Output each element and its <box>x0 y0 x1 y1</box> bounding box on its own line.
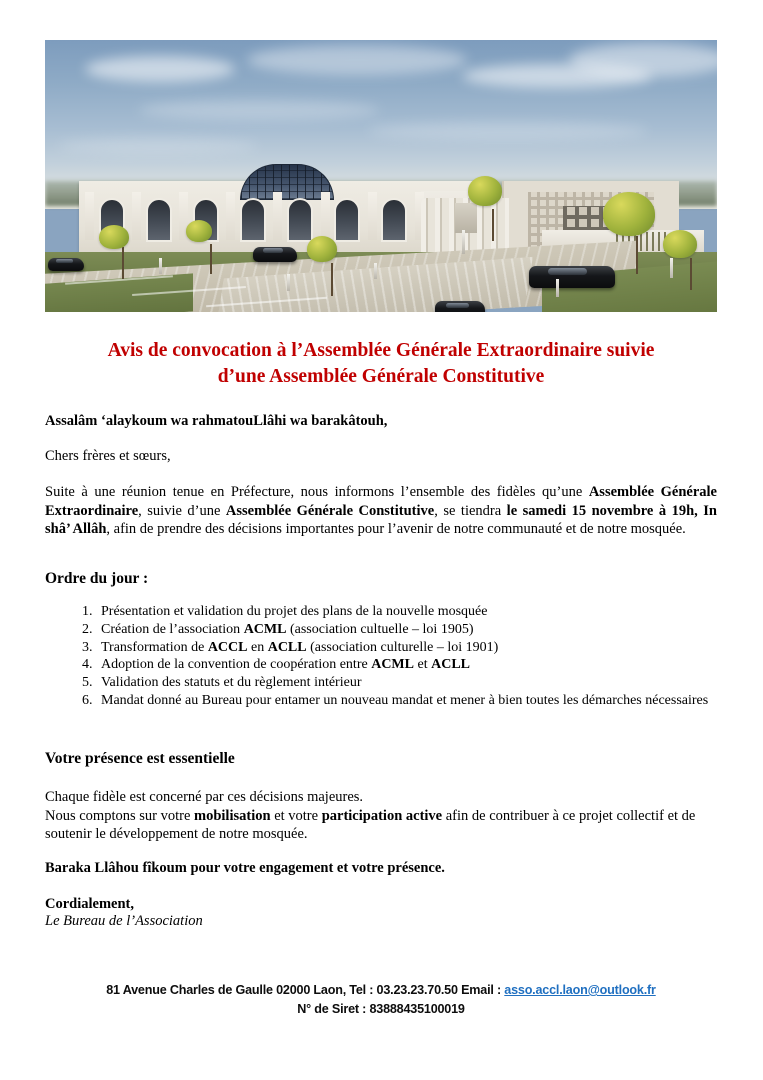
presence-bold-mobilisation: mobilisation <box>194 807 271 824</box>
presence-line-1: Chaque fidèle est concerné par ces décisions majeures. <box>45 789 364 805</box>
intro-text-3: , se tiendra <box>434 502 507 519</box>
tree-trunk <box>331 263 333 296</box>
intro-bold-agc: Assemblée Générale Constitutive <box>225 502 435 519</box>
agenda-item-text-tail: (association culturelle – loi 1901) <box>306 639 499 655</box>
arched-window <box>381 198 407 242</box>
agenda-heading: Ordre du jour : <box>45 570 149 587</box>
arched-window <box>240 198 266 242</box>
presence-line-2-text-2: et votre <box>270 807 322 824</box>
facade-pier <box>132 192 141 240</box>
intro-text-4: , afin de prendre des décisions importantes pour l’avenir de notre communauté et de notre mosquée. <box>106 521 686 537</box>
footer-email-link[interactable]: asso.accl.laon@outlook.fr <box>504 983 656 997</box>
agenda-item <box>96 656 763 674</box>
agenda-item-mid: en <box>247 639 268 655</box>
closing-baraka: Baraka Llâhou fîkoum pour votre engagement et votre présence. <box>45 860 445 876</box>
entrance-portal <box>455 203 477 233</box>
mosque-render-image <box>45 40 717 312</box>
intro-bold-date: le samedi 15 novembre à 19h, In shâ’ Allâh <box>45 502 717 537</box>
agenda-item <box>96 603 763 621</box>
presence-paragraph <box>45 788 717 844</box>
parked-car <box>529 266 615 288</box>
cloud <box>58 138 258 154</box>
tree <box>99 225 129 249</box>
tree <box>186 220 212 242</box>
parked-car <box>253 247 297 262</box>
agenda-item-mid: et <box>413 657 432 673</box>
presence-bold-participation: participation active <box>321 807 443 824</box>
presence-line-2-text-3: afin de contribuer à ce projet collectif et de soutenir le développement de notre mosquée. <box>45 807 696 842</box>
agenda-item <box>96 621 763 639</box>
footer-address-tel: 81 Avenue Charles de Gaulle 02000 Laon, Tel : 03.23.23.70.50 Email : <box>106 983 505 997</box>
presence-line-2-text-1: Nous comptons sur votre <box>45 807 195 824</box>
agenda-item <box>96 639 763 657</box>
agenda-list <box>45 603 763 710</box>
bollard-light <box>462 230 465 254</box>
bollard-light <box>159 258 162 274</box>
agenda-item <box>96 692 763 710</box>
facade-pier <box>273 192 282 240</box>
intro-bold-age: Assemblée Générale Extraordinaire <box>45 484 717 519</box>
facade-pier <box>226 192 235 240</box>
greeting-chers: Chers frères et sœurs, <box>45 448 171 464</box>
agenda-item-text: Adoption de la convention de coopération entre <box>101 657 372 673</box>
closing-signature: Le Bureau de l’Association <box>45 913 203 929</box>
agenda-item-acronym: ACML <box>371 657 414 673</box>
page-title-line1: Avis de convocation à l’Assemblée Générale Extraordinaire suivie <box>107 340 655 361</box>
tree-trunk <box>690 258 692 291</box>
facade-pier <box>321 192 330 240</box>
intro-text-1: Suite à une réunion tenue en Préfecture, nous informons l’ensemble des fidèles qu’une <box>45 484 589 500</box>
bollard-light <box>670 258 673 278</box>
agenda-item-text-tail: (association cultuelle – loi 1905) <box>286 621 474 637</box>
agenda-item-acronym: ACML <box>243 621 287 637</box>
agenda-item-text: Validation des statuts et du règlement intérieur <box>101 675 362 691</box>
agenda-item-text: Mandat donné au Bureau pour entamer un nouveau mandat et mener à bien toutes les démarches nécessaires <box>101 692 709 708</box>
tree <box>307 236 337 262</box>
tree-trunk <box>210 244 212 274</box>
footer-siret: N° de Siret : 83888435100019 <box>297 1002 465 1016</box>
agenda-item-text: Présentation et validation du projet des plans de la nouvelle mosquée <box>101 604 488 619</box>
arched-window <box>334 198 360 242</box>
agenda-item <box>96 674 763 692</box>
tree-trunk <box>122 247 124 280</box>
intro-paragraph <box>45 483 717 539</box>
greeting-salaam: Assalâm ‘alaykoum wa rahmatouLlâhi wa barakâtouh, <box>45 413 388 429</box>
page-title <box>45 338 717 390</box>
cloud <box>139 100 379 120</box>
render-scene <box>45 40 717 312</box>
parked-car <box>48 258 84 271</box>
page-title-line2: d’une Assemblée Générale Constitutive <box>217 366 545 387</box>
tree-trunk <box>636 236 638 274</box>
agenda-item-text: Transformation de <box>101 639 208 655</box>
arched-window <box>287 198 313 242</box>
bollard-light <box>287 274 290 291</box>
cloud <box>368 122 648 140</box>
arched-window <box>146 198 172 242</box>
cloud <box>569 43 717 77</box>
bollard-light <box>556 279 559 297</box>
facade-pier <box>368 192 377 240</box>
facade-pier <box>85 192 94 240</box>
closing-cordialement: Cordialement, <box>45 896 134 912</box>
footer <box>45 981 717 1019</box>
bollard-light <box>374 263 377 279</box>
intro-text-2: , suivie d’une <box>138 502 226 519</box>
agenda-item-acronym-2: ACLL <box>267 639 307 655</box>
parked-car <box>435 301 485 312</box>
tree-trunk <box>492 209 494 242</box>
presence-heading: Votre présence est essentielle <box>45 750 235 767</box>
agenda-item-acronym-2: ACLL <box>431 657 470 673</box>
agenda-item-acronym: ACCL <box>207 639 248 655</box>
tree <box>663 230 697 258</box>
tree <box>468 176 502 206</box>
tree <box>603 192 655 236</box>
agenda-item-text: Création de l’association <box>101 621 244 637</box>
